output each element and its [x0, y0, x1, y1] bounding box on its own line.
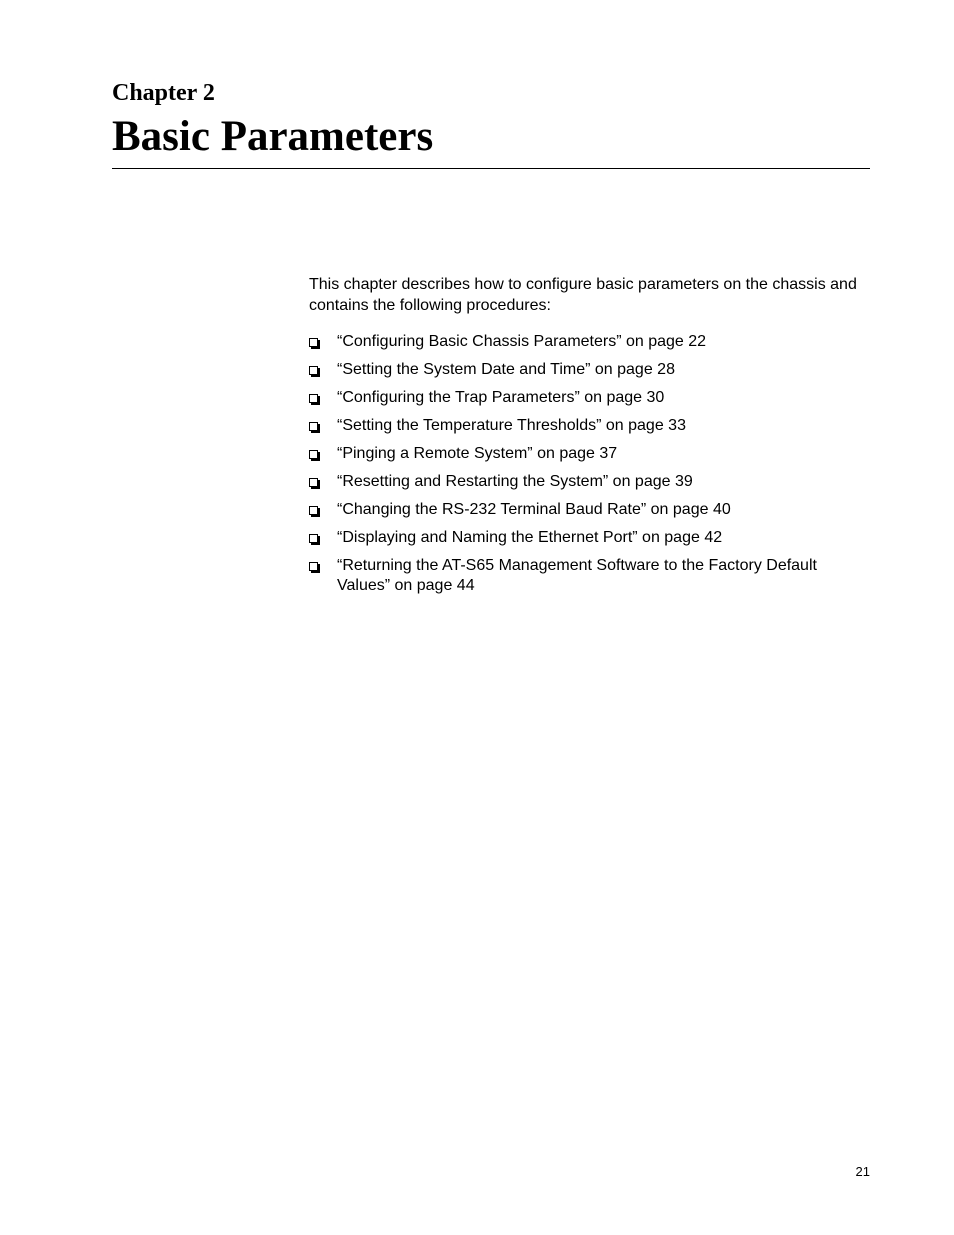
square-bullet-icon	[309, 506, 318, 515]
procedure-link[interactable]: “Resetting and Restarting the System” on page 39	[337, 473, 693, 490]
procedure-link[interactable]: “Setting the Temperature Thresholds” on page 33	[337, 417, 686, 434]
chapter-title: Basic Parameters	[112, 113, 434, 160]
list-item[interactable]	[309, 472, 870, 492]
list-item[interactable]	[309, 500, 870, 520]
square-bullet-icon	[309, 366, 318, 375]
procedure-link[interactable]: “Displaying and Naming the Ethernet Port” on page 42	[337, 529, 723, 546]
list-item[interactable]	[309, 332, 870, 352]
procedure-link[interactable]: “Changing the RS-232 Terminal Baud Rate” on page 40	[337, 501, 731, 518]
square-bullet-icon	[309, 450, 318, 459]
list-item[interactable]	[309, 528, 870, 548]
procedure-link[interactable]: “Setting the System Date and Time” on page 28	[337, 361, 675, 378]
list-item[interactable]	[309, 444, 870, 464]
page-number: 21	[855, 1164, 870, 1179]
list-item[interactable]	[309, 416, 870, 436]
procedure-link[interactable]: “Returning the AT-S65 Management Software to the Factory Default Values” on page 44	[337, 557, 817, 594]
procedure-link[interactable]: “Pinging a Remote System” on page 37	[337, 445, 618, 462]
list-item[interactable]	[309, 360, 870, 380]
chapter-label: Chapter 2	[112, 80, 215, 106]
procedure-list	[309, 332, 870, 604]
intro-paragraph: This chapter describes how to configure basic parameters on the chassis and contains the following procedures:	[309, 276, 857, 314]
square-bullet-icon	[309, 478, 318, 487]
list-item[interactable]	[309, 388, 870, 408]
square-bullet-icon	[309, 338, 318, 347]
list-item[interactable]	[309, 556, 870, 596]
procedure-link[interactable]: “Configuring the Trap Parameters” on page 30	[337, 389, 665, 406]
procedure-link[interactable]: “Configuring Basic Chassis Parameters” on page 22	[337, 333, 707, 350]
square-bullet-icon	[309, 534, 318, 543]
title-divider	[112, 168, 870, 169]
square-bullet-icon	[309, 562, 318, 571]
square-bullet-icon	[309, 422, 318, 431]
square-bullet-icon	[309, 394, 318, 403]
